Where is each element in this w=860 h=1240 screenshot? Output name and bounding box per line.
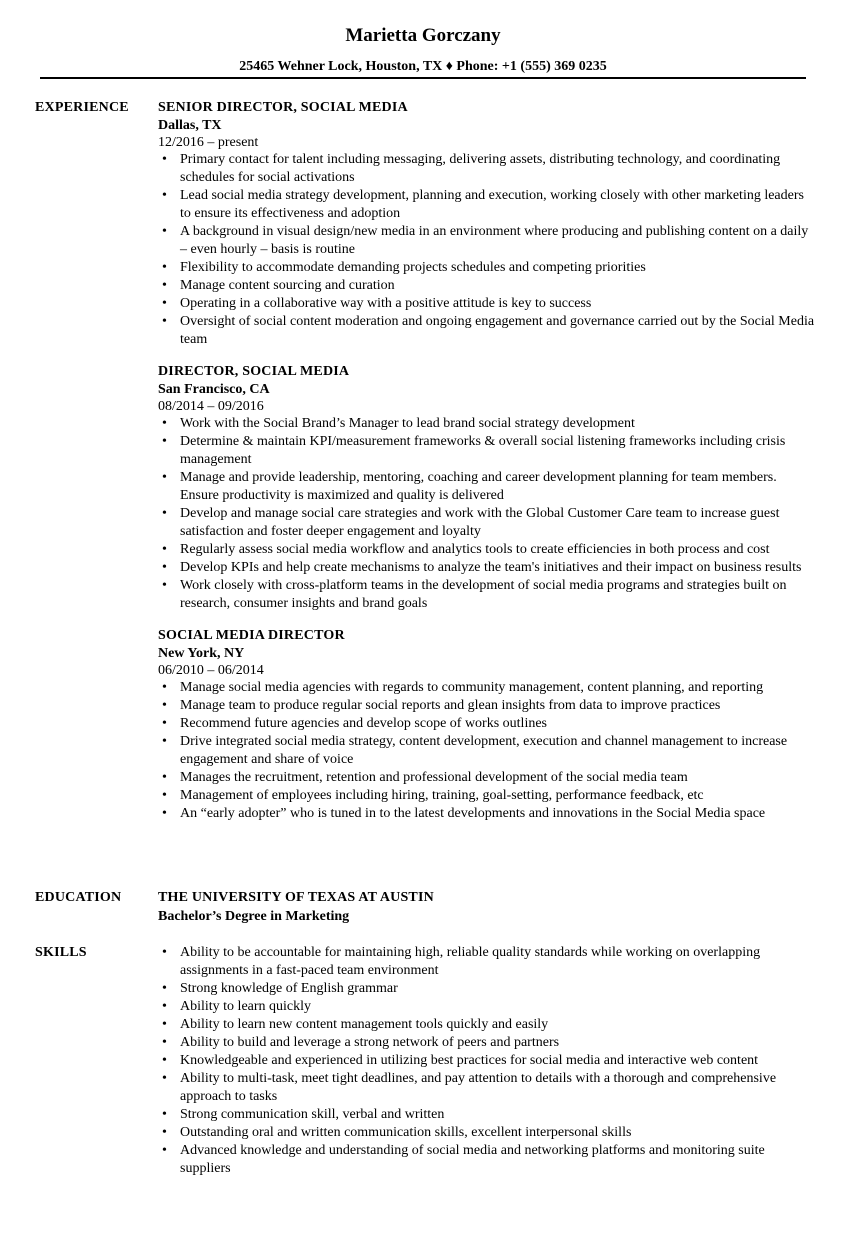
contact-line: 25465 Wehner Lock, Houston, TX ♦ Phone: +1 (555) 369 0235: [239, 59, 607, 74]
skill-text: Strong communication skill, verbal and written: [180, 1107, 445, 1122]
job-bullet: [158, 223, 818, 259]
job-bullet: [158, 679, 818, 697]
job-entry: [158, 627, 818, 823]
job-bullet: [158, 415, 818, 433]
job-bullet: [158, 769, 818, 787]
job-bullet: [158, 151, 818, 187]
job-bullet-list: [158, 679, 818, 823]
bullet-icon: •: [162, 1071, 167, 1086]
skill-text: Advanced knowledge and understanding of social media and networking platforms and monitoring suite suppliers: [180, 1143, 765, 1176]
bullet-icon: •: [162, 578, 167, 593]
job-location: New York, NY: [158, 646, 245, 661]
bullet-icon: •: [162, 1107, 167, 1122]
bullet-icon: •: [162, 981, 167, 996]
job-bullet: [158, 469, 818, 505]
job-bullet-text: Management of employees including hiring, training, goal-setting, performance feedback, etc: [180, 788, 704, 803]
job-location: Dallas, TX: [158, 118, 222, 133]
skill-item: [158, 1106, 818, 1124]
job-bullet-text: Manage team to produce regular social reports and glean insights from data to improve practices: [180, 698, 721, 713]
skills-list-wrapper: [158, 944, 818, 1178]
skill-item: [158, 1016, 818, 1034]
job-bullet-text: Flexibility to accommodate demanding projects schedules and competing priorities: [180, 260, 646, 275]
section-label-skills: SKILLS: [35, 945, 87, 960]
skill-item: [158, 1052, 818, 1070]
bullet-icon: •: [162, 770, 167, 785]
bullet-icon: •: [162, 560, 167, 575]
skill-item: [158, 944, 818, 980]
job-bullet-text: Recommend future agencies and develop scope of works outlines: [180, 716, 548, 731]
job-bullet: [158, 277, 818, 295]
job-bullet-text: A background in visual design/new media in an environment where producing and publishing content on a daily – even hourly – basis is routine: [180, 224, 809, 257]
bullet-icon: •: [162, 434, 167, 449]
skill-item: [158, 998, 818, 1016]
education-degree: Bachelor’s Degree in Marketing: [158, 909, 350, 924]
bullet-icon: •: [162, 1053, 167, 1068]
skill-text: Ability to multi-task, meet tight deadlines, and pay attention to details with a thorough and comprehensive approach to tasks: [180, 1071, 777, 1104]
skill-item: [158, 1070, 818, 1106]
bullet-icon: •: [162, 260, 167, 275]
job-bullet: [158, 541, 818, 559]
bullet-icon: •: [162, 716, 167, 731]
job-bullet: [158, 313, 818, 349]
job-bullet: [158, 577, 818, 613]
skill-item: [158, 1034, 818, 1052]
skill-text: Outstanding oral and written communication skills, excellent interpersonal skills: [180, 1125, 632, 1140]
bullet-icon: •: [162, 188, 167, 203]
job-entry: [158, 99, 818, 349]
job-bullet-text: An “early adopter” who is tuned in to the latest developments and innovations in the Social Media space: [180, 806, 766, 821]
job-bullet-text: Regularly assess social media workflow and analytics tools to create efficiencies in both process and cost: [180, 542, 770, 557]
job-title: DIRECTOR, SOCIAL MEDIA: [158, 364, 350, 379]
job-bullet: [158, 259, 818, 277]
skills-list: [158, 944, 818, 1178]
bullet-icon: •: [162, 1143, 167, 1158]
job-bullet-text: Work with the Social Brand’s Manager to lead brand social strategy development: [180, 416, 635, 431]
job-location: San Francisco, CA: [158, 382, 270, 397]
job-bullet-list: [158, 415, 818, 613]
job-bullet-text: Determine & maintain KPI/measurement frameworks & overall social listening frameworks including crisis management: [180, 434, 786, 467]
job-bullet-text: Primary contact for talent including messaging, delivering assets, distributing technology, and coordinating schedules for social activations: [180, 152, 781, 185]
bullet-icon: •: [162, 416, 167, 431]
job-bullet-text: Oversight of social content moderation and ongoing engagement and governance carried out by the Social Media team: [180, 314, 815, 347]
skill-text: Ability to be accountable for maintaining high, reliable quality standards while working on overlapping assignments in a fast-paced team environment: [180, 945, 761, 978]
bullet-icon: •: [162, 680, 167, 695]
skill-text: Strong knowledge of English grammar: [180, 981, 398, 996]
bullet-icon: •: [162, 1125, 167, 1140]
skill-item: [158, 1142, 818, 1178]
bullet-icon: •: [162, 999, 167, 1014]
bullet-icon: •: [162, 224, 167, 239]
job-bullet: [158, 805, 818, 823]
job-bullet-text: Manage social media agencies with regards to community management, content planning, and reporting: [180, 680, 764, 695]
section-label-experience: EXPERIENCE: [35, 100, 129, 115]
job-bullet-text: Manage and provide leadership, mentoring, coaching and career development planning for team members. Ensure productivity is maximized and quality is delivered: [180, 470, 777, 503]
job-bullet-text: Work closely with cross-platform teams in the development of social media programs and strategies built on research, consumer insights and brand goals: [180, 578, 787, 611]
job-bullet: [158, 787, 818, 805]
job-bullet: [158, 697, 818, 715]
bullet-icon: •: [162, 470, 167, 485]
job-bullet: [158, 505, 818, 541]
skill-item: [158, 1124, 818, 1142]
header-divider: [40, 77, 806, 79]
bullet-icon: •: [162, 1017, 167, 1032]
bullet-icon: •: [162, 314, 167, 329]
job-bullet: [158, 559, 818, 577]
job-bullet-text: Manage content sourcing and curation: [180, 278, 395, 293]
job-bullet: [158, 187, 818, 223]
section-label-education: EDUCATION: [35, 890, 122, 905]
job-bullet: [158, 295, 818, 313]
job-bullet-text: Develop and manage social care strategies and work with the Global Customer Care team to increase guest satisfaction and foster deeper engagement and loyalty: [180, 506, 780, 539]
skill-text: Ability to build and leverage a strong network of peers and partners: [180, 1035, 560, 1050]
bullet-icon: •: [162, 506, 167, 521]
bullet-icon: •: [162, 542, 167, 557]
job-dates: 12/2016 – present: [158, 135, 259, 150]
education-entry: [158, 889, 818, 927]
skill-text: Ability to learn quickly: [180, 999, 312, 1014]
education-school: THE UNIVERSITY OF TEXAS AT AUSTIN: [158, 890, 434, 905]
bullet-icon: •: [162, 152, 167, 167]
bullet-icon: •: [162, 296, 167, 311]
job-title: SENIOR DIRECTOR, SOCIAL MEDIA: [158, 100, 408, 115]
job-bullet: [158, 733, 818, 769]
skill-item: [158, 980, 818, 998]
experience-list: [158, 99, 818, 837]
job-bullet: [158, 433, 818, 469]
job-bullet: [158, 715, 818, 733]
bullet-icon: •: [162, 278, 167, 293]
bullet-icon: •: [162, 734, 167, 749]
job-bullet-text: Manages the recruitment, retention and professional development of the social media team: [180, 770, 688, 785]
skill-text: Ability to learn new content management tools quickly and easily: [180, 1017, 549, 1032]
job-bullet-text: Drive integrated social media strategy, content development, execution and channel management to increase engagement and share of voice: [180, 734, 788, 767]
bullet-icon: •: [162, 1035, 167, 1050]
job-title: SOCIAL MEDIA DIRECTOR: [158, 628, 345, 643]
skill-text: Knowledgeable and experienced in utilizing best practices for social media and interactive web content: [180, 1053, 759, 1068]
candidate-name: Marietta Gorczany: [345, 25, 501, 46]
job-bullet-list: [158, 151, 818, 349]
bullet-icon: •: [162, 788, 167, 803]
job-bullet-text: Operating in a collaborative way with a positive attitude is key to success: [180, 296, 592, 311]
bullet-icon: •: [162, 698, 167, 713]
job-bullet-text: Lead social media strategy development, planning and execution, working closely with other marketing leaders to ensure its effectiveness and adoption: [180, 188, 804, 221]
bullet-icon: •: [162, 945, 167, 960]
job-dates: 08/2014 – 09/2016: [158, 399, 264, 414]
job-bullet-text: Develop KPIs and help create mechanisms to analyze the team's initiatives and their impact on business results: [180, 560, 802, 575]
bullet-icon: •: [162, 806, 167, 821]
job-entry: [158, 363, 818, 613]
job-dates: 06/2010 – 06/2014: [158, 663, 264, 678]
